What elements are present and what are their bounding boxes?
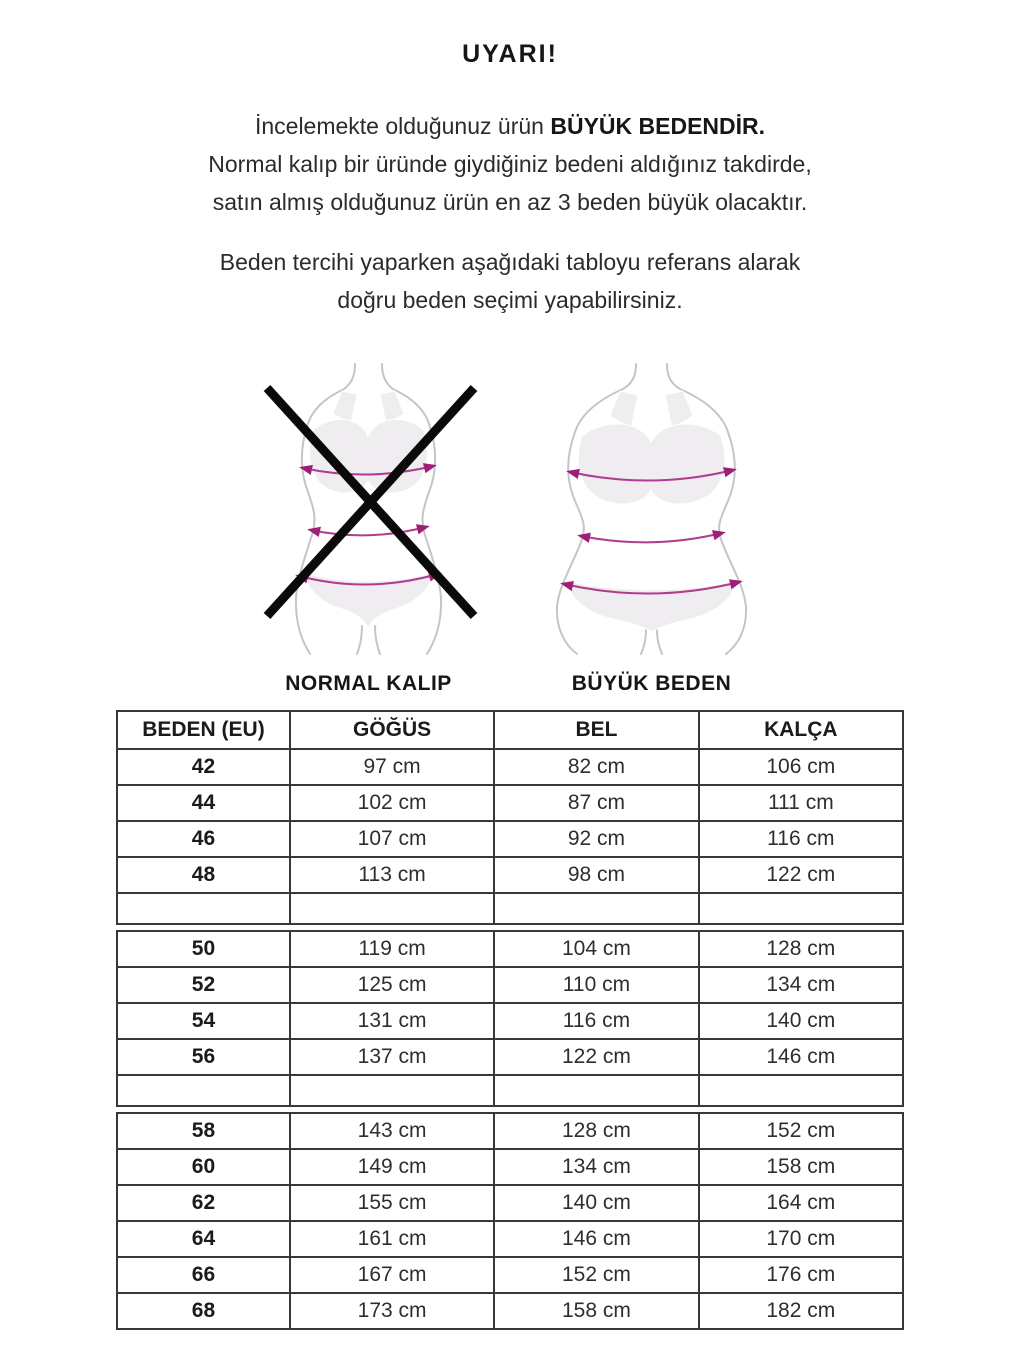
size-cell: 52 — [117, 967, 290, 1003]
measure-cell: 140 cm — [494, 1185, 698, 1221]
normal-fit-figure — [251, 364, 486, 696]
empty-cell — [290, 1075, 494, 1106]
measure-cell: 152 cm — [699, 1113, 903, 1149]
measure-cell: 128 cm — [494, 1113, 698, 1149]
column-header: KALÇA — [699, 711, 903, 749]
waist-arrow — [311, 527, 426, 535]
size-cell: 48 — [117, 857, 290, 893]
measure-cell: 149 cm — [290, 1149, 494, 1185]
measure-cell: 104 cm — [494, 931, 698, 967]
instruction-line1: Beden tercihi yaparken aşağıdaki tabloyu referans alarak — [219, 249, 801, 275]
measure-cell: 143 cm — [290, 1113, 494, 1149]
table-row — [117, 931, 903, 967]
measure-cell: 134 cm — [494, 1149, 698, 1185]
measure-cell: 110 cm — [494, 967, 698, 1003]
plus-size-label: BÜYÜK BEDEN — [571, 672, 732, 695]
measure-cell: 167 cm — [290, 1257, 494, 1293]
empty-cell — [699, 1075, 903, 1106]
measure-cell: 173 cm — [290, 1293, 494, 1329]
measure-cell: 116 cm — [494, 1003, 698, 1039]
measure-cell: 152 cm — [494, 1257, 698, 1293]
plus-size-body-illustration — [534, 364, 769, 654]
table-row — [117, 1293, 903, 1329]
measure-cell: 97 cm — [290, 749, 494, 785]
measure-cell: 155 cm — [290, 1185, 494, 1221]
column-header: BEDEN (EU) — [117, 711, 290, 749]
table-header-row — [117, 711, 903, 749]
measure-cell: 131 cm — [290, 1003, 494, 1039]
size-table-section-2 — [116, 930, 904, 1107]
measure-cell: 170 cm — [699, 1221, 903, 1257]
empty-cell — [494, 893, 698, 924]
page-title: UYARI! — [462, 40, 558, 68]
warning-line1-bold: BÜYÜK BEDENDİR. — [550, 113, 766, 139]
measure-cell: 116 cm — [699, 821, 903, 857]
size-table — [116, 710, 904, 1330]
size-cell: 60 — [117, 1149, 290, 1185]
empty-spacer-row — [117, 1075, 903, 1106]
instruction-paragraph — [0, 243, 1020, 319]
size-table-section-3 — [116, 1112, 904, 1330]
size-cell: 56 — [117, 1039, 290, 1075]
normal-fit-body-illustration — [251, 364, 486, 654]
measure-cell: 82 cm — [494, 749, 698, 785]
warning-paragraph — [0, 107, 1020, 221]
size-cell: 62 — [117, 1185, 290, 1221]
empty-cell — [699, 893, 903, 924]
normal-fit-label: NORMAL KALIP — [285, 672, 452, 695]
waist-arrow — [581, 533, 722, 542]
warning-line2: Normal kalıp bir üründe giydiğiniz bedeni aldığınız takdirde, — [208, 151, 812, 177]
measure-cell: 134 cm — [699, 967, 903, 1003]
table-row — [117, 1149, 903, 1185]
measure-cell: 111 cm — [699, 785, 903, 821]
size-cell: 46 — [117, 821, 290, 857]
table-row — [117, 857, 903, 893]
plus-size-figure — [534, 364, 769, 696]
table-row — [117, 1113, 903, 1149]
bra-shape — [578, 391, 725, 504]
measure-cell: 146 cm — [699, 1039, 903, 1075]
measure-cell: 87 cm — [494, 785, 698, 821]
measure-cell: 128 cm — [699, 931, 903, 967]
measure-cell: 125 cm — [290, 967, 494, 1003]
table-row — [117, 1221, 903, 1257]
measure-cell: 146 cm — [494, 1221, 698, 1257]
measure-cell: 161 cm — [290, 1221, 494, 1257]
column-header: BEL — [494, 711, 698, 749]
table-row — [117, 1185, 903, 1221]
instruction-line2: doğru beden seçimi yapabilirsiniz. — [337, 287, 683, 313]
warning-line3: satın almış olduğunuz ürün en az 3 beden büyük olacaktır. — [212, 189, 808, 215]
empty-cell — [494, 1075, 698, 1106]
size-cell: 68 — [117, 1293, 290, 1329]
measure-cell: 137 cm — [290, 1039, 494, 1075]
measure-cell: 164 cm — [699, 1185, 903, 1221]
measurement-arrows — [299, 466, 438, 585]
neck-lines — [344, 364, 393, 389]
measure-cell: 119 cm — [290, 931, 494, 967]
table-row — [117, 821, 903, 857]
size-cell: 66 — [117, 1257, 290, 1293]
table-row — [117, 1003, 903, 1039]
measure-cell: 182 cm — [699, 1293, 903, 1329]
empty-cell — [117, 893, 290, 924]
measure-cell: 158 cm — [699, 1149, 903, 1185]
size-cell: 64 — [117, 1221, 290, 1257]
table-row — [117, 1039, 903, 1075]
size-cell: 44 — [117, 785, 290, 821]
size-table-section-1 — [116, 710, 904, 925]
measure-cell: 140 cm — [699, 1003, 903, 1039]
table-row — [117, 749, 903, 785]
size-cell: 54 — [117, 1003, 290, 1039]
bra-shape — [310, 391, 428, 493]
measure-cell: 106 cm — [699, 749, 903, 785]
empty-cell — [290, 893, 494, 924]
empty-cell — [117, 1075, 290, 1106]
measure-cell: 98 cm — [494, 857, 698, 893]
table-row — [117, 967, 903, 1003]
measure-cell: 158 cm — [494, 1293, 698, 1329]
size-cell: 50 — [117, 931, 290, 967]
size-cell: 58 — [117, 1113, 290, 1149]
measure-cell: 102 cm — [290, 785, 494, 821]
measure-cell: 122 cm — [699, 857, 903, 893]
neck-lines — [623, 364, 680, 389]
warning-line1-text: İncelemekte olduğunuz ürün — [254, 113, 551, 139]
measure-cell: 92 cm — [494, 821, 698, 857]
table-row — [117, 1257, 903, 1293]
table-row — [117, 785, 903, 821]
column-header: GÖĞÜS — [290, 711, 494, 749]
figures-row — [0, 364, 1020, 696]
size-cell: 42 — [117, 749, 290, 785]
empty-spacer-row — [117, 893, 903, 924]
measure-cell: 122 cm — [494, 1039, 698, 1075]
measure-cell: 113 cm — [290, 857, 494, 893]
measure-cell: 176 cm — [699, 1257, 903, 1293]
measure-cell: 107 cm — [290, 821, 494, 857]
